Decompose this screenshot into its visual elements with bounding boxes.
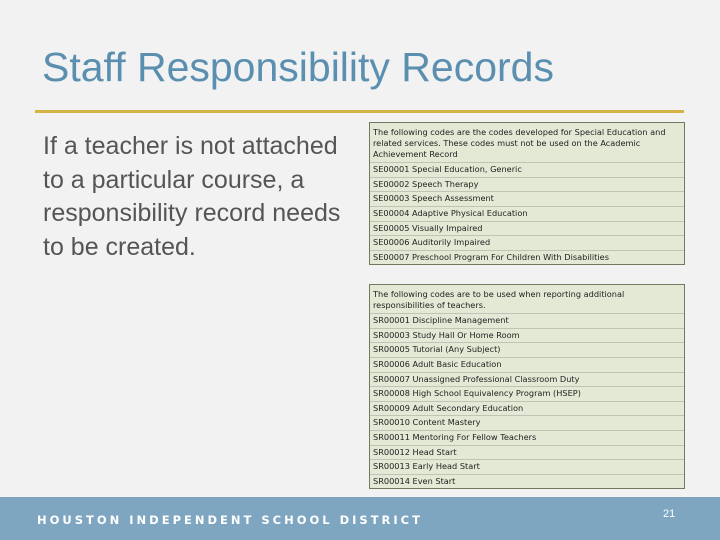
special-education-codes-table — [369, 122, 685, 265]
code-row: SR00010 Content Mastery — [370, 415, 684, 430]
code-row: SR00006 Adult Basic Education — [370, 357, 684, 372]
code-row: SR00007 Unassigned Professional Classroom Duty — [370, 372, 684, 387]
code-row: SR00001 Discipline Management — [370, 313, 684, 328]
code-row: SR00013 Early Head Start — [370, 459, 684, 474]
code-row: SE00001 Special Education, Generic — [370, 162, 684, 177]
code-row: SE00002 Speech Therapy — [370, 177, 684, 192]
code-row: SE00007 Preschool Program For Children With Disabilities — [370, 250, 684, 265]
code-row: SE00005 Visually Impaired — [370, 221, 684, 236]
slide-number: 21 — [663, 508, 676, 520]
title-divider — [35, 110, 684, 113]
code-row: SR00008 High School Equivalency Program (HSEP) — [370, 386, 684, 401]
slide-title: Staff Responsibility Records — [42, 44, 554, 90]
special-education-intro: The following codes are the codes developed for Special Education and related services. These codes must not be used on the Academic Achievement Record — [373, 127, 666, 160]
body-text: If a teacher is not attached to a particular course, a responsibility record needs to be created. — [43, 132, 341, 261]
code-row: SE00003 Speech Assessment — [370, 191, 684, 206]
responsibility-codes-table — [369, 284, 685, 489]
responsibility-intro: The following codes are to be used when reporting additional responsibilities of teachers. — [373, 289, 625, 311]
code-row: SR00014 Even Start — [370, 474, 684, 489]
code-row: SR00009 Adult Secondary Education — [370, 401, 684, 416]
code-row: SR00011 Mentoring For Fellow Teachers — [370, 430, 684, 445]
code-row: SR00005 Tutorial (Any Subject) — [370, 342, 684, 357]
code-row: SE00006 Auditorily Impaired — [370, 235, 684, 250]
code-row: SR00012 Head Start — [370, 445, 684, 460]
code-row: SR00003 Study Hall Or Home Room — [370, 328, 684, 343]
footer-organization: HOUSTON INDEPENDENT SCHOOL DISTRICT — [37, 513, 423, 527]
code-row: SE00004 Adaptive Physical Education — [370, 206, 684, 221]
